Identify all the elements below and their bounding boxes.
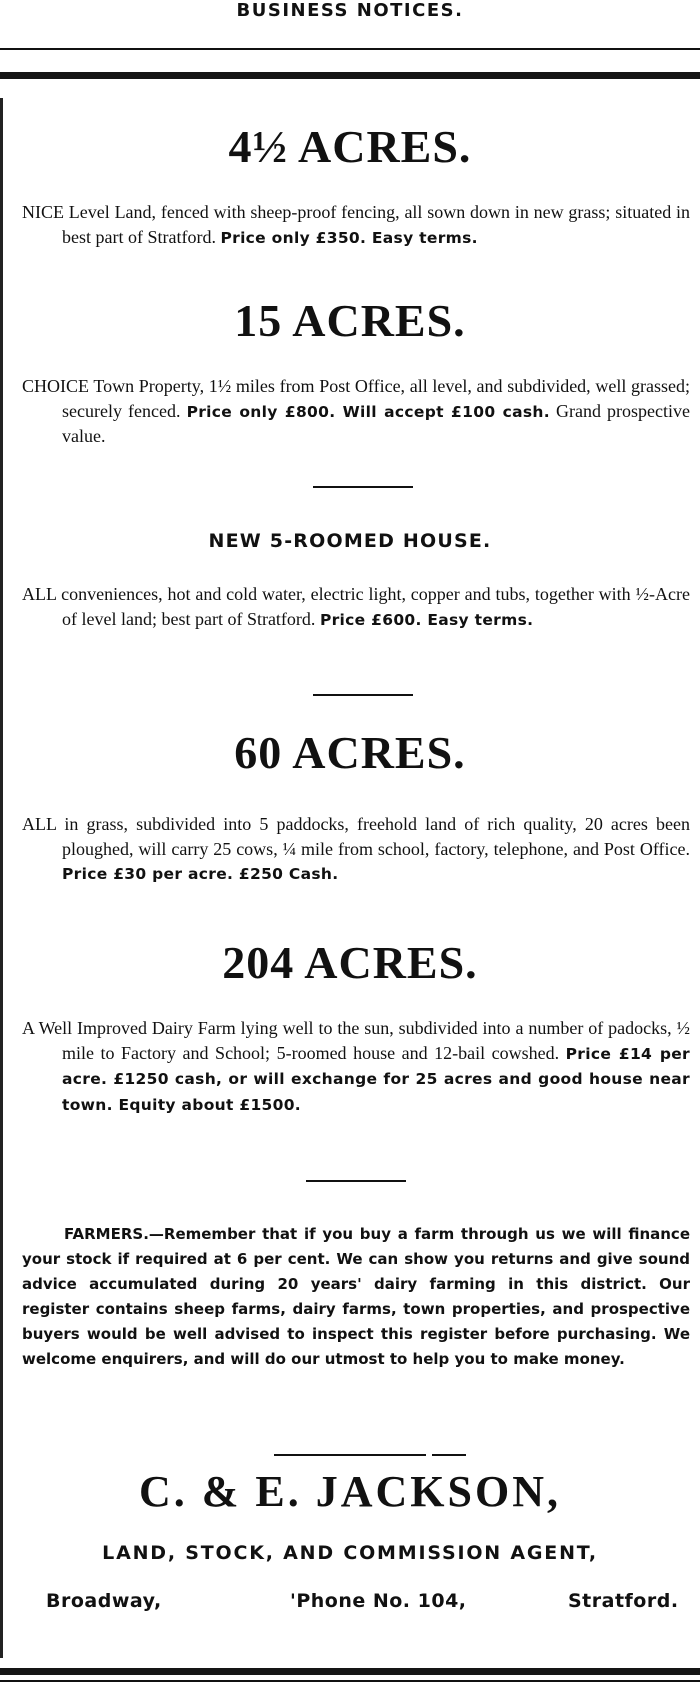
firm-street: Broadway, bbox=[46, 1590, 162, 1612]
firm-role: LAND, STOCK, AND COMMISSION AGENT, bbox=[102, 1542, 598, 1564]
divider-rule bbox=[306, 1180, 406, 1182]
listing-text: ALL in grass, subdivided into 5 paddocks, freehold land of rich quality, 20 acres been ploughed, will carry 25 cows, ¼ mile from school, factory, telephone, and Post Office. Price £30 per acre. £250 Cash. bbox=[22, 814, 690, 883]
divider-rule bbox=[274, 1454, 426, 1456]
listing-price: Price only £800. Will accept £100 cash. bbox=[186, 402, 550, 421]
listing-price: Price £30 per acre. £250 Cash. bbox=[62, 865, 339, 883]
bottom-rule bbox=[0, 1680, 700, 1682]
divider-rule bbox=[432, 1454, 466, 1456]
divider-rule bbox=[313, 486, 413, 488]
listing-price: Price £14 per acre. £1250 cash, or will exchange for 25 acres and good house near town. Equity about £1500. bbox=[62, 1044, 691, 1114]
firm-phone: 'Phone No. 104, bbox=[290, 1590, 467, 1612]
firm-name: C. & E. JACKSON, bbox=[138, 1467, 562, 1516]
header-rule bbox=[0, 48, 700, 50]
top-border bbox=[0, 72, 700, 79]
section-header: BUSINESS NOTICES. bbox=[236, 0, 464, 21]
listing-text: A Well Improved Dairy Farm lying well to the sun, subdivided into a number of padocks, ½ mile to Factory and School; 5-roomed house and 12-bail cowshed. Price £14 per acre. £1250 cash, or will exchange for 25 acres and good house near town. Equity about £1500. bbox=[22, 1018, 691, 1114]
listing-heading: 15 ACRES. bbox=[234, 295, 466, 346]
listing-heading: 60 ACRES. bbox=[234, 727, 466, 778]
listing-text: NICE Level Land, fenced with sheep-proof fencing, all sown down in new grass; situated in best part of Stratford. Price only £350. Easy terms. bbox=[22, 202, 690, 247]
listing-price: Price only £350. Easy terms. bbox=[220, 228, 478, 247]
firm-town: Stratford. bbox=[568, 1590, 679, 1612]
bottom-border bbox=[0, 1668, 700, 1675]
farmers-notice: FARMERS.—Remember that if you buy a farm through us we will finance your stock if required at 6 per cent. We can show you returns and give sound advice accumulated during 20 years' dairy farming in this district. Our register contains sheep farms, dairy farms, town properties, and prospective buyers would be well advised to inspect this register before purchasing. We welcome enquirers, and will do our utmost to help you to make money. bbox=[22, 1225, 690, 1368]
listing-heading: 204 ACRES. bbox=[222, 937, 478, 988]
listing-heading: NEW 5-ROOMED HOUSE. bbox=[208, 530, 492, 552]
divider-rule bbox=[313, 694, 413, 696]
listing-price: Price £600. Easy terms. bbox=[319, 610, 534, 629]
listing-text: ALL conveniences, hot and cold water, electric light, copper and tubs, together with ½-Acre of level land; best part of Stratford. Price £600. Easy terms. bbox=[22, 584, 690, 629]
listing-text: CHOICE Town Property, 1½ miles from Post Office, all level, and subdivided, well grassed; securely fenced. Price only £800. Will accept £100 cash. Grand prospective value. bbox=[22, 376, 691, 446]
listing-heading: 4½ ACRES. bbox=[228, 121, 472, 172]
